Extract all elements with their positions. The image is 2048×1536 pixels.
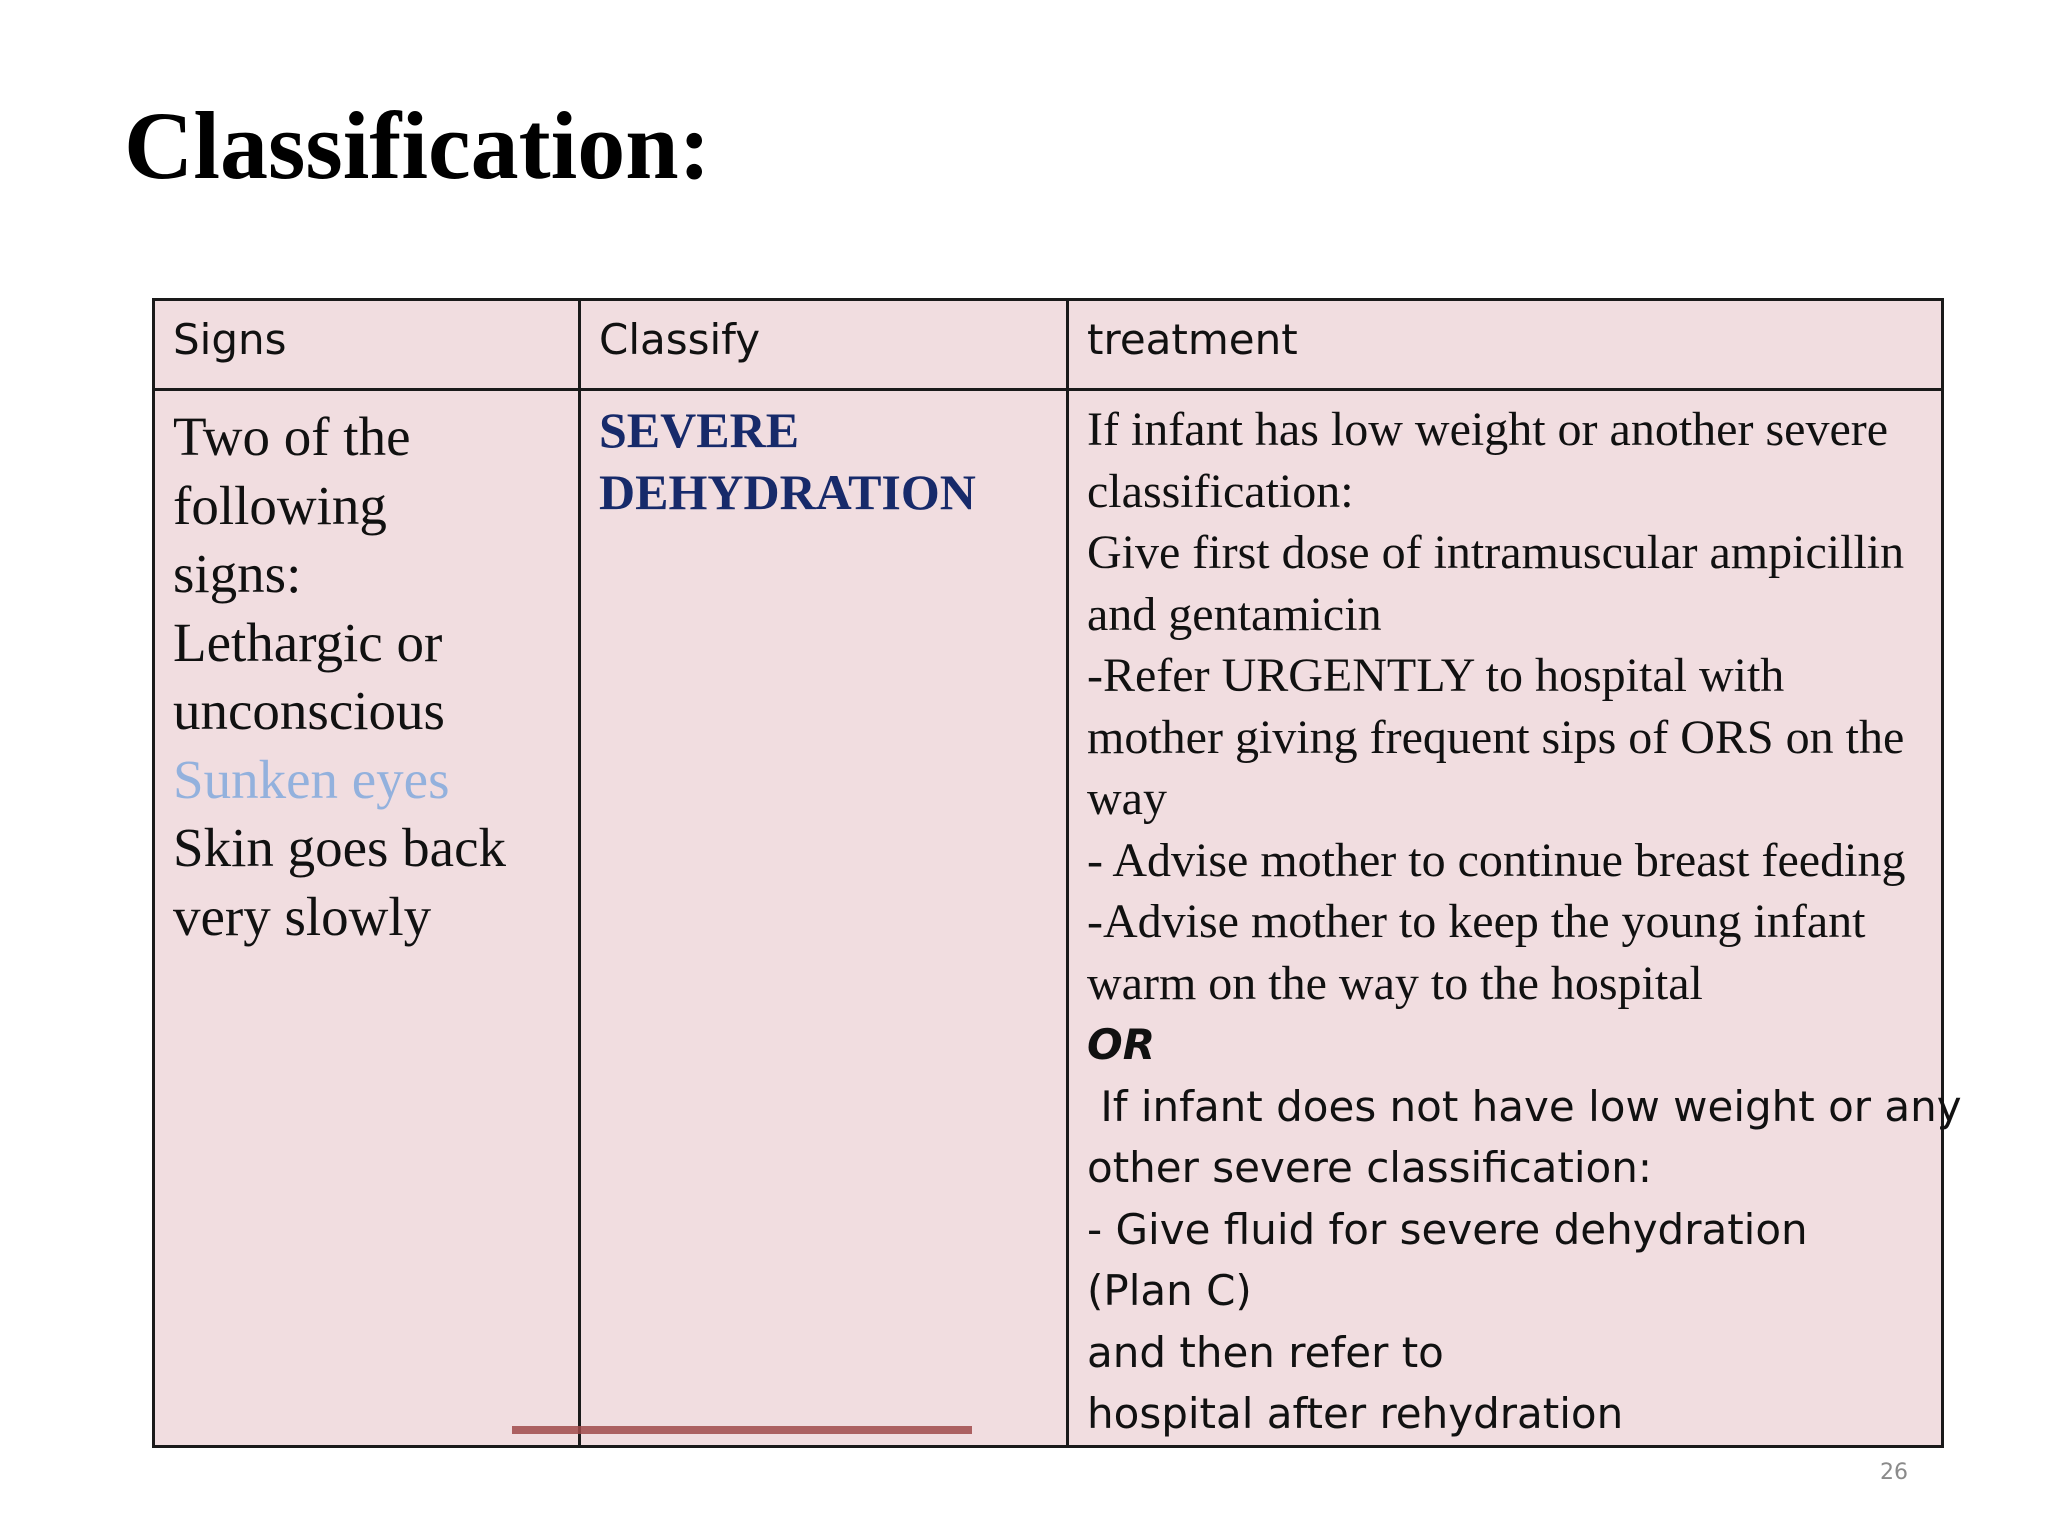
page-number: 26: [1880, 1460, 1908, 1485]
treatment-cell: [1068, 390, 1962, 1447]
signs-line: signs:: [173, 543, 302, 604]
decorative-bar: [512, 1426, 972, 1434]
slide-title: Classification:: [124, 92, 711, 199]
treatment-line: classification:: [1087, 464, 1354, 518]
treatment-line: other severe classification:: [1087, 1143, 1653, 1192]
treatment-line: Give first dose of intramuscular ampicillin: [1087, 526, 1905, 579]
table-row: [154, 390, 1943, 1447]
classify-cell: [580, 390, 1068, 1447]
treatment-line: way: [1087, 772, 1167, 825]
treatment-line: If infant does not have low weight or any: [1087, 1081, 1962, 1131]
signs-line-sunken-eyes: Sunken eyes: [173, 748, 450, 810]
classify-line: DEHYDRATION: [599, 464, 976, 520]
header-treatment: treatment: [1068, 300, 1943, 390]
signs-cell: [154, 390, 580, 1447]
header-signs: Signs: [154, 300, 580, 390]
treatment-line: and then refer to: [1087, 1327, 1444, 1377]
classification-table: [152, 298, 1962, 1438]
treatment-line: - Advise mother to continue breast feeding: [1087, 833, 1906, 887]
treatment-line: - Give fluid for severe dehydration (Plan C): [1087, 1204, 1808, 1315]
header-classify: Classify: [580, 300, 1068, 390]
treatment-line: and gentamicin: [1087, 587, 1382, 641]
treatment-line: warm on the way to the hospital: [1087, 956, 1703, 1010]
treatment-or-label: OR: [1087, 1020, 1156, 1069]
signs-line: Two of the: [173, 406, 411, 467]
signs-line: very slowly: [173, 885, 432, 947]
treatment-line: hospital after rehydration: [1087, 1389, 1624, 1438]
treatment-line: mother giving frequent sips of ORS on the: [1087, 710, 1905, 764]
signs-line: unconscious: [173, 680, 445, 741]
treatment-line: -Advise mother to keep the young infant: [1087, 895, 1866, 948]
signs-line: Lethargic or: [173, 611, 443, 673]
signs-line: Skin goes back: [173, 817, 507, 878]
signs-line: following: [173, 474, 387, 536]
classify-line: SEVERE: [599, 402, 800, 458]
treatment-line: If infant has low weight or another severe: [1087, 403, 1889, 456]
treatment-line: -Refer URGENTLY to hospital with: [1087, 649, 1785, 702]
table-header-row: [154, 300, 1943, 390]
